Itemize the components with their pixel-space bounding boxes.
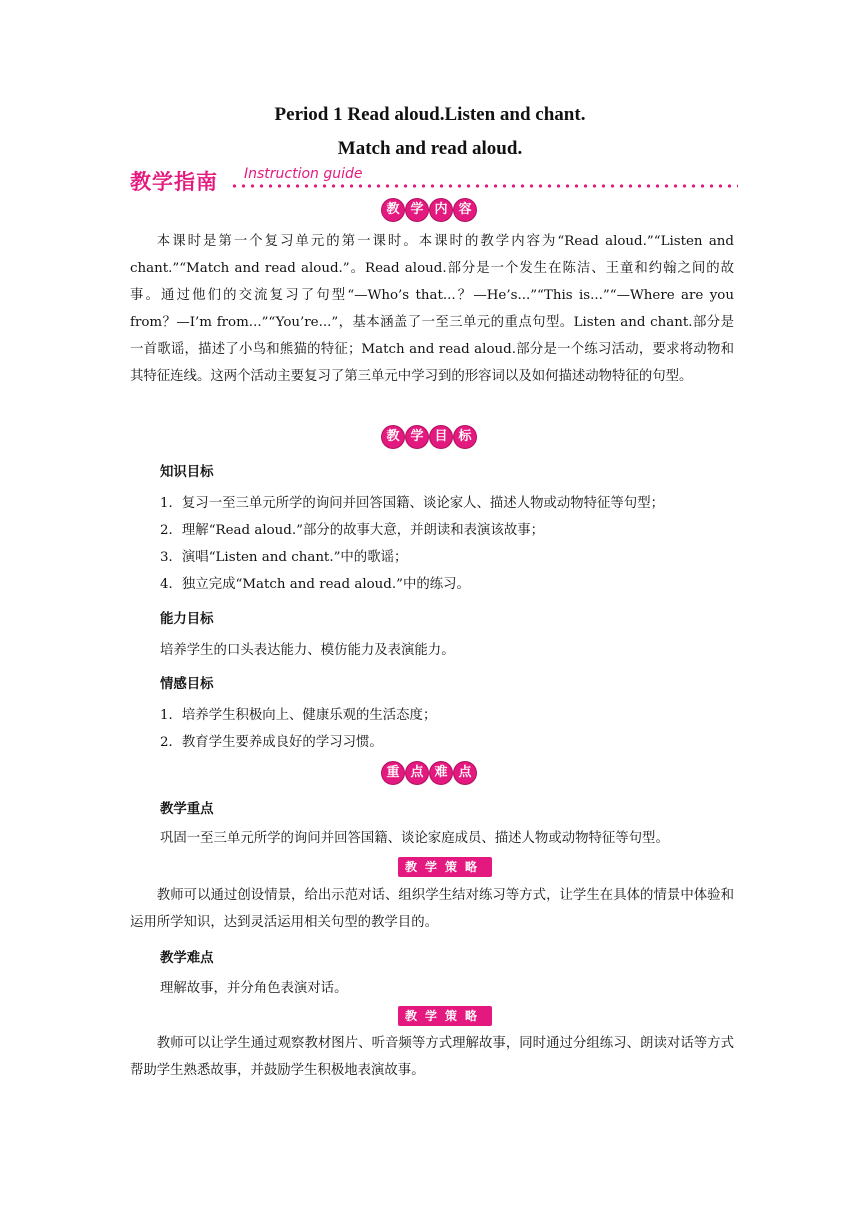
- badge-char: 标: [454, 426, 476, 448]
- badge-teaching-content: [382, 199, 476, 221]
- instruction-guide-banner: [130, 166, 740, 196]
- badge-char: 学: [406, 199, 428, 221]
- content-paragraph: 本课时是第一个复习单元的第一课时。本课时的教学内容为“Read aloud.”“Listen and chant.”“Match and read aloud.”。Read aloud.部分是一个发生在陈洁、王童和约翰之间的故事。通过他们的交流复习了句型“—Who’s that...？—He’s...”“This is...”“—Where are you from？—I’m from...”“You’re...”，基本涵盖了一至三单元的重点句型。Listen and chant.部分是一首歌谣，描述了小鸟和熊猫的特征；Match and read aloud.部分是一个练习活动，要求将动物和其特征连线。这两个活动主要复习了第三单元中学习到的形容词以及如何描述动物特征的句型。: [130, 234, 734, 384]
- guide-title-en: Instruction guide: [244, 166, 363, 182]
- knowledge-item: 3．演唱“Listen and chant.”中的歌谣；: [160, 550, 408, 565]
- focus-strategy-text: 教师可以通过创设情景，给出示范对话、组织学生结对练习等方式，让学生在具体的情景中体验和运用所学知识，达到灵活运用相关句型的教学目的。: [130, 888, 734, 930]
- badge-teaching-goals: [382, 426, 476, 448]
- ability-goals-heading: 能力目标: [160, 612, 214, 627]
- difficulty-heading: 教学难点: [160, 951, 214, 966]
- badge-char: 内: [430, 199, 452, 221]
- strategy-label: 教学策略: [398, 857, 492, 877]
- knowledge-item: 4．独立完成“Match and read aloud.”中的练习。: [160, 577, 470, 592]
- lesson-title-line1: Period 1 Read aloud.Listen and chant.: [274, 104, 586, 125]
- badge-char: 难: [430, 762, 452, 784]
- knowledge-item: 1．复习一至三单元所学的询问并回答国籍、谈论家人、描述人物或动物特征等句型；: [160, 496, 664, 511]
- badge-char: 点: [406, 762, 428, 784]
- guide-title-cn: 教学指南: [130, 170, 218, 194]
- badge-char: 容: [454, 199, 476, 221]
- badge-char: 学: [406, 426, 428, 448]
- knowledge-item: 2．理解“Read aloud.”部分的故事大意，并朗读和表演该故事；: [160, 523, 545, 538]
- badge-char: 点: [454, 762, 476, 784]
- badge-char: 教: [382, 199, 404, 221]
- strategy-label: 教学策略: [398, 1006, 492, 1026]
- focus-text: 巩固一至三单元所学的询问并回答国籍、谈论家庭成员、描述人物或动物特征等句型。: [160, 831, 669, 846]
- badge-char: 教: [382, 426, 404, 448]
- emotion-item: 1．培养学生积极向上、健康乐观的生活态度；: [160, 708, 437, 723]
- badge-key-points: [382, 762, 476, 784]
- badge-char: 重: [382, 762, 404, 784]
- difficulty-strategy-text: 教师可以让学生通过观察教材图片、听音频等方式理解故事，同时通过分组练习、朗读对话等方式帮助学生熟悉故事，并鼓励学生积极地表演故事。: [130, 1036, 734, 1078]
- knowledge-goals-heading: 知识目标: [160, 465, 214, 480]
- emotion-goals-heading: 情感目标: [160, 677, 214, 692]
- dotted-divider: [230, 183, 738, 189]
- focus-heading: 教学重点: [160, 802, 214, 817]
- lesson-title-line2: Match and read aloud.: [337, 138, 523, 159]
- emotion-item: 2．教育学生要养成良好的学习习惯。: [160, 735, 383, 750]
- badge-char: 目: [430, 426, 452, 448]
- difficulty-text: 理解故事，并分角色表演对话。: [160, 981, 348, 996]
- ability-text: 培养学生的口头表达能力、模仿能力及表演能力。: [160, 643, 455, 658]
